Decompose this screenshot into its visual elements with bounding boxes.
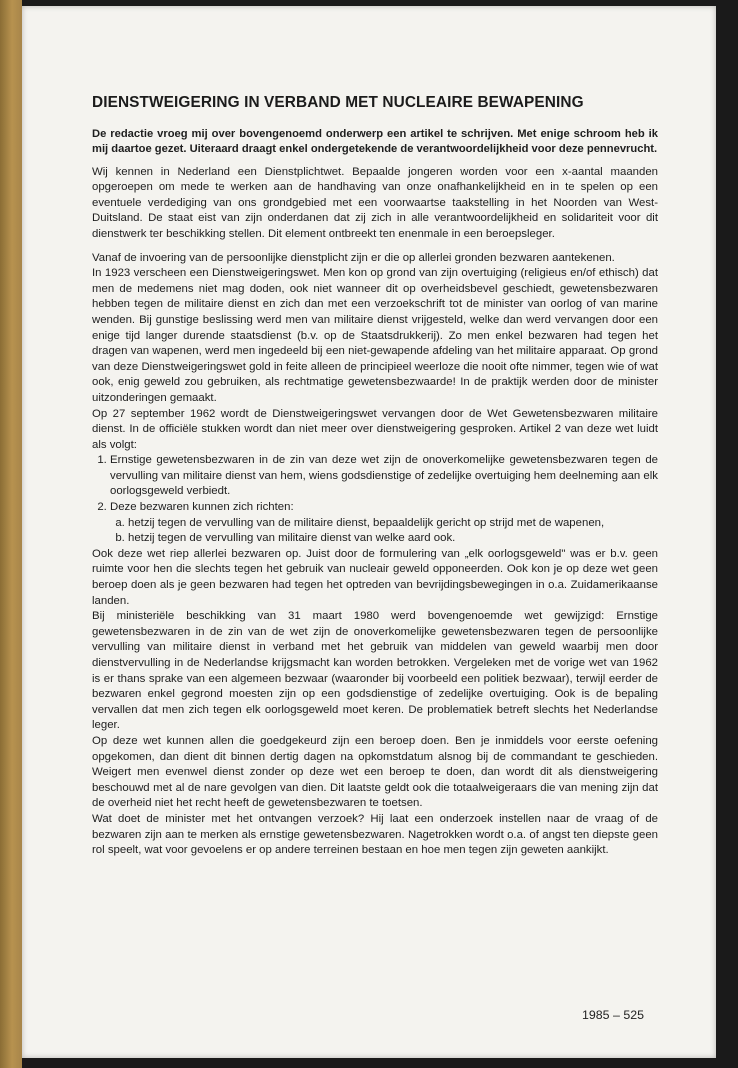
editorial-intro: De redactie vroeg mij over bovengenoemd onderwerp een artikel te schrijven. Met enige schroom heb ik mij daartoe gezet. Uiteraard draagt enkel ondergetekende de verantwoordelijkheid voor deze pennevrucht. [92, 128, 658, 156]
document-page [22, 6, 716, 1058]
paragraph: Ook deze wet riep allerlei bezwaren op. Juist door de formulering van „elk oorlogsgeweld" was er b.v. geen ruimte voor hen die slechts tegen het gebruik van nucleair geweld opponeerden. Ook kon je op deze wet geen beroep doen als je geen bezwaren had tegen het optreden van bevrijdingsbewegingen in o.a. Zuidamerikaanse landen. [92, 547, 658, 607]
sub-list-item: b. hetzij tegen de vervulling van militaire dienst van welke aard ook. [128, 531, 658, 547]
sub-list-item: a. hetzij tegen de vervulling van de militaire dienst, bepaaldelijk gericht op strijd met de wapenen, [128, 516, 658, 532]
sub-list [110, 516, 658, 547]
article-title: DIENSTWEIGERING IN VERBAND MET NUCLEAIRE BEWAPENING [92, 94, 584, 111]
article-2-list [92, 453, 658, 547]
paragraph: Op deze wet kunnen allen die goedgekeurd zijn een beroep doen. Ben je inmiddels voor eerste oefening opgekomen, dan dient dit binnen dertig dagen na opkomstdatum alsnog bij de commandant te geschieden. Weigert men evenwel dienst zonder op deze wet een beroep te doen, dan wordt dit als dienstweigering beschouwd met al de nare gevolgen van dien. Dit laatste geldt ook die totaalweigeraars die van mening zijn dat de overheid niet het recht heeft de gewetensbezwaren te toetsen. [92, 734, 658, 810]
list-item [110, 500, 658, 547]
page-number: 1985 – 525 [582, 1008, 645, 1022]
article-text [92, 165, 658, 859]
book-spine [0, 0, 22, 1068]
list-item-text: Deze bezwaren kunnen zich richten: [110, 501, 294, 514]
list-item: 1. Ernstige gewetensbezwaren in de zin van deze wet zijn de onoverkomelijke gewetensbezwaren tegen de vervulling van militaire dienst van hem, wiens godsdienstige of zedelijke overtuiging hem deelneming aan elk oorlogsgeweld verbiedt. [110, 453, 658, 500]
paragraph: Vanaf de invoering van de persoonlijke dienstplicht zijn er die op allerlei gronden bezwaren aantekenen. [92, 251, 615, 264]
paragraph: In 1923 verscheen een Dienstweigeringswet. Men kon op grond van zijn overtuiging (religieus en/of ethisch) dat men de medemens niet mag doden, ook niet wanneer dit op overheidsbevel geschiedt, gewetensbezwaren hebben tegen de militaire dienst en zich dan met een verzoekschrift tot de minister van oorlog of van marine wenden. Bij gunstige beslissing werd men van militaire dienst vrijgesteld, welke dan werd vervangen door een enige tijd langer durende staatsdienst (b.v. op de Staatsdrukkerij). Zo men enkel bezwaren had tegen het dragen van wapenen, werd men ingedeeld bij een niet-gewapende afdeling van het militaire apparaat. Op grond van deze Dienstweigeringswet gold in feite alleen de principieel weerloze die nooit ofte nimmer, tegen wie of wat ook, enig geweld zou gebruiken, als rechtmatige gewetensbezwaarde! In de praktijk werden door de minister uitzonderingen gemaakt. [92, 267, 658, 404]
paragraph: Wat doet de minister met het ontvangen verzoek? Hij laat een onderzoek instellen naar de vraag of de bezwaren zijn aan te merken als ernstige gewetensbezwaren. Nagetrokken wordt o.a. of angst ten diepste geen rol speelt, wat voor gevoelens er op andere terreinen bestaan en hoe men tegen zijn geweten aankijkt. [92, 812, 658, 857]
paragraph: Bij ministeriële beschikking van 31 maart 1980 werd bovengenoemde wet gewijzigd: Ernstige gewetensbezwaren in de zin van de wet zijn de onoverkomelijke gewetensbezwaren tegen de persoonlijke vervulling van militaire dienst in verband met het gebruik van middelen van geweld waarbij men door dienstvervulling in de Nederlandse krijgsmacht kan worden betrokken. Vergeleken met de vorige wet van 1962 is er thans sprake van een algemeen bezwaar (waaronder bij voorbeeld een politiek bezwaar), terwijl eerder de bezwaren enkel gegrond moesten zijn op een godsdienstige of zedelijke overtuiging. Ook is de bepaling vervallen dat men zich tegen elk oorlogsgeweld moet keren. De problematiek betreft slechts het Nederlandse leger. [92, 610, 658, 732]
article-body [92, 86, 658, 859]
paragraph: Op 27 september 1962 wordt de Dienstweigeringswet vervangen door de Wet Gewetensbezwaren militaire dienst. In de officiële stukken wordt dan niet meer over dienstweigering gesproken. Artikel 2 van deze wet luidt als volgt: [92, 407, 658, 451]
paragraph: Wij kennen in Nederland een Dienstplichtwet. Bepaalde jongeren worden voor een x-aantal maanden opgeroepen om mede te werken aan de handhaving van onze onafhankelijkheid en in te spelen op een eventuele verdediging van ons grondgebied met een voorwaartse taakstelling in het Noorden van West-Duitsland. De staat eist van zijn onderdanen dat zij zich in alle verantwoordelijkheid en solidariteit voor dit dienstwerk ter beschikking stellen. Dit element ontbreekt ten enenmale in een beroepsleger. [92, 165, 658, 240]
